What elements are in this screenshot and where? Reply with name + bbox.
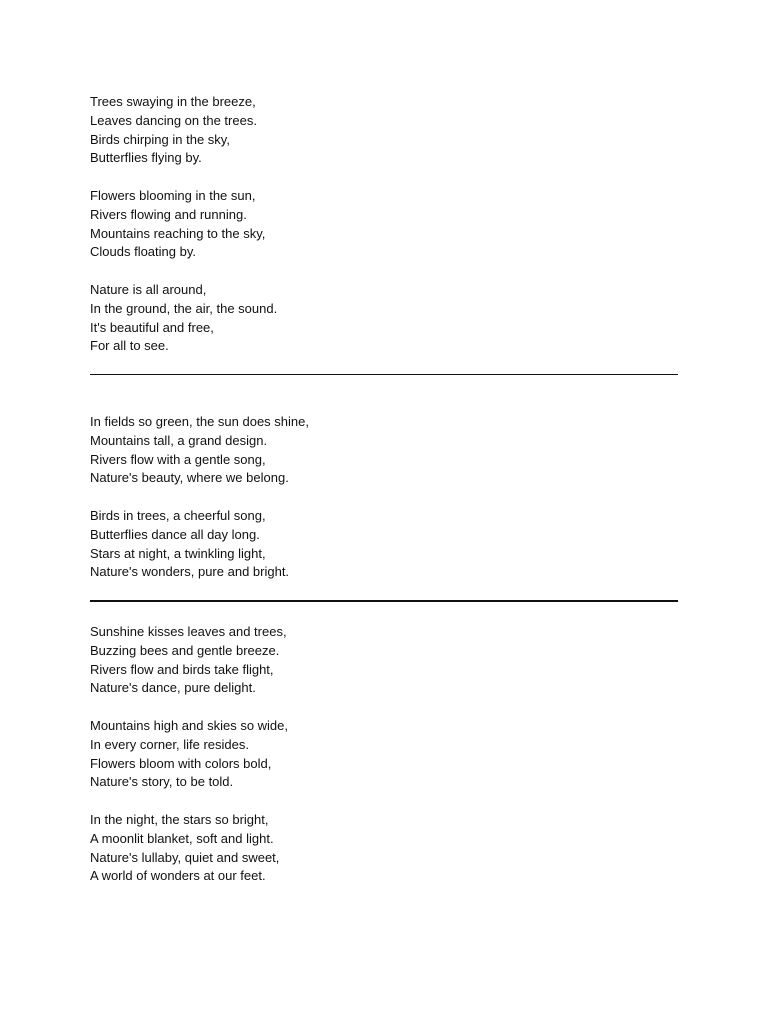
- poem-line: Nature's story, to be told.: [90, 774, 234, 790]
- stanza: [90, 93, 678, 168]
- poem-2: [90, 413, 678, 582]
- poem-line: Birds chirping in the sky,: [90, 131, 230, 147]
- poem-line: A moonlit blanket, soft and light.: [90, 830, 274, 846]
- poem-line: Flowers blooming in the sun,: [90, 187, 256, 203]
- poem-line: Trees swaying in the breeze,: [90, 94, 256, 109]
- poem-line: Stars at night, a twinkling light,: [90, 545, 266, 561]
- poem-line: Mountains high and skies so wide,: [90, 717, 289, 733]
- poem-line: Mountains tall, a grand design.: [90, 432, 268, 448]
- poem-3: [90, 623, 678, 886]
- poem-line: Nature is all around,: [90, 281, 207, 297]
- poem-line: A world of wonders at our feet.: [90, 868, 266, 884]
- poem-line: Butterflies dance all day long.: [90, 526, 260, 542]
- stanza: [90, 717, 678, 792]
- poem-line: Nature's lullaby, quiet and sweet,: [90, 849, 280, 865]
- stanza: [90, 507, 678, 582]
- poem-line: Butterflies flying by.: [90, 150, 202, 166]
- section-divider: [90, 600, 678, 602]
- stanza: [90, 281, 678, 356]
- stanza: [90, 811, 678, 886]
- poem-line: Flowers bloom with colors bold,: [90, 755, 272, 771]
- poem-line: For all to see.: [90, 338, 169, 354]
- poem-line: Nature's dance, pure delight.: [90, 680, 256, 696]
- poem-line: Rivers flowing and running.: [90, 206, 247, 222]
- poem-line: It's beautiful and free,: [90, 319, 214, 335]
- stanza: [90, 187, 678, 262]
- stanza: [90, 413, 678, 488]
- poem-line: Clouds floating by.: [90, 244, 196, 260]
- poem-line: In the night, the stars so bright,: [90, 811, 269, 827]
- poem-line: Rivers flow and birds take flight,: [90, 661, 274, 677]
- poem-1: [90, 93, 678, 356]
- poem-line: In every corner, life resides.: [90, 736, 249, 752]
- poem-line: Nature's beauty, where we belong.: [90, 470, 289, 486]
- poem-line: Leaves dancing on the trees.: [90, 112, 257, 128]
- poem-line: In the ground, the air, the sound.: [90, 300, 278, 316]
- poem-line: Mountains reaching to the sky,: [90, 225, 266, 241]
- poem-line: Sunshine kisses leaves and trees,: [90, 624, 287, 639]
- stanza: [90, 623, 678, 698]
- poem-line: Buzzing bees and gentle breeze.: [90, 642, 280, 658]
- poem-line: Rivers flow with a gentle song,: [90, 451, 266, 467]
- poem-line: In fields so green, the sun does shine,: [90, 414, 309, 429]
- poem-line: Nature's wonders, pure and bright.: [90, 564, 290, 580]
- section-divider: [90, 374, 678, 375]
- poem-line: Birds in trees, a cheerful song,: [90, 507, 266, 523]
